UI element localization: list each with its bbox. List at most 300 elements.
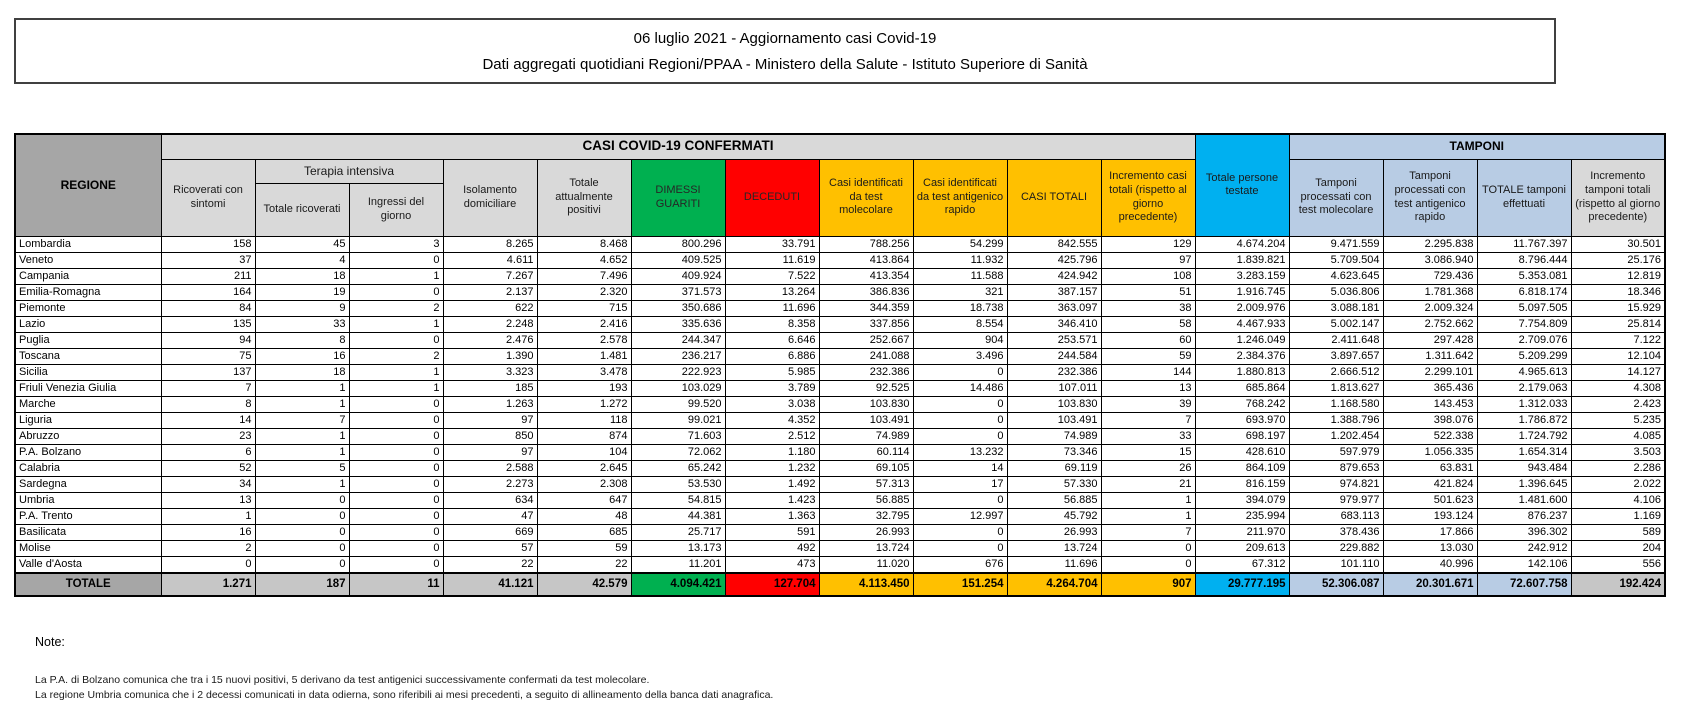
value-cell: 57 xyxy=(443,540,537,556)
value-cell: 979.977 xyxy=(1289,492,1383,508)
total-value-cell: 187 xyxy=(255,573,349,596)
value-cell: 2.273 xyxy=(443,476,537,492)
value-cell: 396.302 xyxy=(1477,524,1571,540)
column-header-casi-totali: CASI TOTALI xyxy=(1007,159,1101,236)
value-cell: 729.436 xyxy=(1383,268,1477,284)
value-cell: 676 xyxy=(913,556,1007,573)
value-cell: 850 xyxy=(443,428,537,444)
table-row xyxy=(15,492,1665,508)
value-cell: 2.009.324 xyxy=(1383,300,1477,316)
value-cell: 209.613 xyxy=(1195,540,1289,556)
value-cell: 211.970 xyxy=(1195,524,1289,540)
value-cell: 2.416 xyxy=(537,316,631,332)
region-name: Liguria xyxy=(15,412,161,428)
value-cell: 71.603 xyxy=(631,428,725,444)
value-cell: 1.263 xyxy=(443,396,537,412)
column-header-incremento-casi: Incremento casi totali (rispetto al giorno precedente) xyxy=(1101,159,1195,236)
report-title-box xyxy=(14,18,1556,84)
value-cell: 108 xyxy=(1101,268,1195,284)
table-row xyxy=(15,508,1665,524)
value-cell: 235.994 xyxy=(1195,508,1289,524)
value-cell: 11.619 xyxy=(725,252,819,268)
value-cell: 597.979 xyxy=(1289,444,1383,460)
value-cell: 321 xyxy=(913,284,1007,300)
value-cell: 1 xyxy=(349,380,443,396)
note-line: La regione Umbria comunica che i 2 decessi comunicati in data odierna, sono riferibili ai mesi precedenti, a seguito di allineamento della banca dati anagrafica. xyxy=(35,689,774,702)
value-cell: 75 xyxy=(161,348,255,364)
value-cell: 634 xyxy=(443,492,537,508)
total-value-cell: 72.607.758 xyxy=(1477,573,1571,596)
value-cell: 2.578 xyxy=(537,332,631,348)
value-cell: 1.916.745 xyxy=(1195,284,1289,300)
region-name: Campania xyxy=(15,268,161,284)
total-value-cell: 42.579 xyxy=(537,573,631,596)
value-cell: 30.501 xyxy=(1571,236,1665,252)
value-cell: 0 xyxy=(913,540,1007,556)
column-header-totale-ricoverati: Totale ricoverati xyxy=(255,183,349,236)
region-name: Abruzzo xyxy=(15,428,161,444)
value-cell: 13.030 xyxy=(1383,540,1477,556)
value-cell: 72.062 xyxy=(631,444,725,460)
value-cell: 4.467.933 xyxy=(1195,316,1289,332)
value-cell: 0 xyxy=(913,364,1007,380)
column-header-isolamento: Isolamento domiciliare xyxy=(443,159,537,236)
value-cell: 0 xyxy=(255,540,349,556)
value-cell: 7 xyxy=(1101,524,1195,540)
value-cell: 8.796.444 xyxy=(1477,252,1571,268)
region-name: Basilicata xyxy=(15,524,161,540)
value-cell: 104 xyxy=(537,444,631,460)
value-cell: 14 xyxy=(161,412,255,428)
value-cell: 51 xyxy=(1101,284,1195,300)
value-cell: 232.386 xyxy=(819,364,913,380)
value-cell: 0 xyxy=(913,428,1007,444)
value-cell: 1.880.813 xyxy=(1195,364,1289,380)
value-cell: 2 xyxy=(349,348,443,364)
value-cell: 11.696 xyxy=(725,300,819,316)
value-cell: 2.588 xyxy=(443,460,537,476)
value-cell: 9 xyxy=(255,300,349,316)
value-cell: 33 xyxy=(255,316,349,332)
region-name: Friuli Venezia Giulia xyxy=(15,380,161,396)
total-value-cell: 20.301.671 xyxy=(1383,573,1477,596)
table-row xyxy=(15,524,1665,540)
column-header-attualmente-positivi: Totale attualmente positivi xyxy=(537,159,631,236)
value-cell: 346.410 xyxy=(1007,316,1101,332)
value-cell: 34 xyxy=(161,476,255,492)
value-cell: 6.646 xyxy=(725,332,819,348)
table-row xyxy=(15,476,1665,492)
total-value-cell: 4.264.704 xyxy=(1007,573,1101,596)
value-cell: 1 xyxy=(161,508,255,524)
value-cell: 685 xyxy=(537,524,631,540)
value-cell: 698.197 xyxy=(1195,428,1289,444)
value-cell: 33.791 xyxy=(725,236,819,252)
value-cell: 425.796 xyxy=(1007,252,1101,268)
value-cell: 335.636 xyxy=(631,316,725,332)
value-cell: 103.491 xyxy=(819,412,913,428)
value-cell: 103.491 xyxy=(1007,412,1101,428)
value-cell: 15.929 xyxy=(1571,300,1665,316)
value-cell: 4.652 xyxy=(537,252,631,268)
total-value-cell: 4.113.450 xyxy=(819,573,913,596)
value-cell: 5.097.505 xyxy=(1477,300,1571,316)
value-cell: 365.436 xyxy=(1383,380,1477,396)
value-cell: 5.209.299 xyxy=(1477,348,1571,364)
value-cell: 47 xyxy=(443,508,537,524)
value-cell: 1.423 xyxy=(725,492,819,508)
value-cell: 2.423 xyxy=(1571,396,1665,412)
value-cell: 3.789 xyxy=(725,380,819,396)
value-cell: 1 xyxy=(1101,492,1195,508)
value-cell: 54.299 xyxy=(913,236,1007,252)
region-name: Emilia-Romagna xyxy=(15,284,161,300)
value-cell: 26 xyxy=(1101,460,1195,476)
value-cell: 229.882 xyxy=(1289,540,1383,556)
region-name: Toscana xyxy=(15,348,161,364)
value-cell: 13.724 xyxy=(819,540,913,556)
value-cell: 1.169 xyxy=(1571,508,1665,524)
value-cell: 2.022 xyxy=(1571,476,1665,492)
value-cell: 25.176 xyxy=(1571,252,1665,268)
value-cell: 363.097 xyxy=(1007,300,1101,316)
value-cell: 1 xyxy=(349,316,443,332)
value-cell: 143.453 xyxy=(1383,396,1477,412)
value-cell: 6.886 xyxy=(725,348,819,364)
value-cell: 7 xyxy=(255,412,349,428)
value-cell: 8 xyxy=(161,396,255,412)
value-cell: 63.831 xyxy=(1383,460,1477,476)
value-cell: 92.525 xyxy=(819,380,913,396)
value-cell: 1.168.580 xyxy=(1289,396,1383,412)
value-cell: 45.792 xyxy=(1007,508,1101,524)
group-header-terapia-intensiva: Terapia intensiva xyxy=(255,159,443,183)
value-cell: 8.468 xyxy=(537,236,631,252)
table-row xyxy=(15,284,1665,300)
region-name: Marche xyxy=(15,396,161,412)
value-cell: 74.989 xyxy=(1007,428,1101,444)
value-cell: 4.308 xyxy=(1571,380,1665,396)
value-cell: 2.179.063 xyxy=(1477,380,1571,396)
value-cell: 693.970 xyxy=(1195,412,1289,428)
region-name: Piemonte xyxy=(15,300,161,316)
value-cell: 59 xyxy=(537,540,631,556)
value-cell: 8.554 xyxy=(913,316,1007,332)
report-title-line1: 06 luglio 2021 - Aggiornamento casi Covid-19 xyxy=(633,29,937,47)
value-cell: 591 xyxy=(725,524,819,540)
value-cell: 3.496 xyxy=(913,348,1007,364)
value-cell: 13.264 xyxy=(725,284,819,300)
region-name: Sardegna xyxy=(15,476,161,492)
value-cell: 193 xyxy=(537,380,631,396)
value-cell: 2.286 xyxy=(1571,460,1665,476)
value-cell: 26.993 xyxy=(1007,524,1101,540)
value-cell: 48 xyxy=(537,508,631,524)
value-cell: 0 xyxy=(913,524,1007,540)
value-cell: 14 xyxy=(913,460,1007,476)
value-cell: 409.525 xyxy=(631,252,725,268)
value-cell: 0 xyxy=(1101,540,1195,556)
report-title-line2: Dati aggregati quotidiani Regioni/PPAA - Ministero della Salute - Istituto Superiore di Sanità xyxy=(482,55,1088,73)
column-header-ricoverati: Ricoverati con sintomi xyxy=(161,159,255,236)
value-cell: 11.932 xyxy=(913,252,1007,268)
value-cell: 38 xyxy=(1101,300,1195,316)
value-cell: 242.912 xyxy=(1477,540,1571,556)
value-cell: 421.824 xyxy=(1383,476,1477,492)
value-cell: 97 xyxy=(1101,252,1195,268)
column-header-ingressi-giorno: Ingressi del giorno xyxy=(349,183,443,236)
value-cell: 788.256 xyxy=(819,236,913,252)
value-cell: 398.076 xyxy=(1383,412,1477,428)
value-cell: 5.235 xyxy=(1571,412,1665,428)
value-cell: 2.512 xyxy=(725,428,819,444)
table-row xyxy=(15,364,1665,380)
value-cell: 413.864 xyxy=(819,252,913,268)
value-cell: 1.390 xyxy=(443,348,537,364)
region-name: Umbria xyxy=(15,492,161,508)
value-cell: 69.119 xyxy=(1007,460,1101,476)
value-cell: 18.346 xyxy=(1571,284,1665,300)
value-cell: 378.436 xyxy=(1289,524,1383,540)
value-cell: 13.173 xyxy=(631,540,725,556)
value-cell: 0 xyxy=(349,428,443,444)
value-cell: 0 xyxy=(913,492,1007,508)
value-cell: 5.036.806 xyxy=(1289,284,1383,300)
value-cell: 0 xyxy=(349,556,443,573)
value-cell: 2 xyxy=(349,300,443,316)
value-cell: 107.011 xyxy=(1007,380,1101,396)
value-cell: 33 xyxy=(1101,428,1195,444)
value-cell: 1.396.645 xyxy=(1477,476,1571,492)
value-cell: 142.106 xyxy=(1477,556,1571,573)
value-cell: 12.104 xyxy=(1571,348,1665,364)
value-cell: 2.476 xyxy=(443,332,537,348)
value-cell: 556 xyxy=(1571,556,1665,573)
value-cell: 2.009.976 xyxy=(1195,300,1289,316)
value-cell: 236.217 xyxy=(631,348,725,364)
value-cell: 8.265 xyxy=(443,236,537,252)
notes-section xyxy=(35,635,1686,705)
table-row xyxy=(15,556,1665,573)
value-cell: 0 xyxy=(1101,556,1195,573)
value-cell: 2.709.076 xyxy=(1477,332,1571,348)
value-cell: 13.724 xyxy=(1007,540,1101,556)
value-cell: 3.897.657 xyxy=(1289,348,1383,364)
region-name: Lazio xyxy=(15,316,161,332)
table-row xyxy=(15,332,1665,348)
value-cell: 3.088.181 xyxy=(1289,300,1383,316)
total-value-cell: 4.094.421 xyxy=(631,573,725,596)
value-cell: 413.354 xyxy=(819,268,913,284)
value-cell: 800.296 xyxy=(631,236,725,252)
value-cell: 52 xyxy=(161,460,255,476)
value-cell: 54.815 xyxy=(631,492,725,508)
value-cell: 1 xyxy=(349,364,443,380)
value-cell: 1 xyxy=(255,428,349,444)
value-cell: 386.836 xyxy=(819,284,913,300)
value-cell: 683.113 xyxy=(1289,508,1383,524)
value-cell: 1.312.033 xyxy=(1477,396,1571,412)
value-cell: 409.924 xyxy=(631,268,725,284)
value-cell: 7.267 xyxy=(443,268,537,284)
value-cell: 0 xyxy=(255,524,349,540)
value-cell: 222.923 xyxy=(631,364,725,380)
value-cell: 23 xyxy=(161,428,255,444)
value-cell: 350.686 xyxy=(631,300,725,316)
value-cell: 473 xyxy=(725,556,819,573)
table-row xyxy=(15,348,1665,364)
value-cell: 2.645 xyxy=(537,460,631,476)
value-cell: 56.885 xyxy=(1007,492,1101,508)
value-cell: 17 xyxy=(913,476,1007,492)
value-cell: 97 xyxy=(443,412,537,428)
value-cell: 879.653 xyxy=(1289,460,1383,476)
value-cell: 424.942 xyxy=(1007,268,1101,284)
value-cell: 1.180 xyxy=(725,444,819,460)
total-value-cell: 127.704 xyxy=(725,573,819,596)
value-cell: 1 xyxy=(255,444,349,460)
total-value-cell: 151.254 xyxy=(913,573,1007,596)
value-cell: 18 xyxy=(255,364,349,380)
value-cell: 1 xyxy=(255,396,349,412)
value-cell: 253.571 xyxy=(1007,332,1101,348)
column-header-dimessi-guariti: DIMESSI GUARITI xyxy=(631,159,725,236)
value-cell: 768.242 xyxy=(1195,396,1289,412)
value-cell: 1.813.627 xyxy=(1289,380,1383,396)
value-cell: 58 xyxy=(1101,316,1195,332)
value-cell: 816.159 xyxy=(1195,476,1289,492)
value-cell: 5 xyxy=(255,460,349,476)
column-header-incremento-tamponi: Incremento tamponi totali (rispetto al giorno precedente) xyxy=(1571,159,1665,236)
total-label: TOTALE xyxy=(15,573,161,596)
value-cell: 12.819 xyxy=(1571,268,1665,284)
value-cell: 1.272 xyxy=(537,396,631,412)
value-cell: 4.623.645 xyxy=(1289,268,1383,284)
total-value-cell: 192.424 xyxy=(1571,573,1665,596)
value-cell: 0 xyxy=(349,396,443,412)
value-cell: 244.584 xyxy=(1007,348,1101,364)
value-cell: 7.122 xyxy=(1571,332,1665,348)
value-cell: 129 xyxy=(1101,236,1195,252)
table-row xyxy=(15,236,1665,252)
table-row xyxy=(15,460,1665,476)
total-value-cell: 1.271 xyxy=(161,573,255,596)
value-cell: 1.481.600 xyxy=(1477,492,1571,508)
value-cell: 103.029 xyxy=(631,380,725,396)
value-cell: 1.781.368 xyxy=(1383,284,1477,300)
value-cell: 65.242 xyxy=(631,460,725,476)
value-cell: 11.201 xyxy=(631,556,725,573)
value-cell: 2.299.101 xyxy=(1383,364,1477,380)
value-cell: 0 xyxy=(349,412,443,428)
value-cell: 44.381 xyxy=(631,508,725,524)
value-cell: 45 xyxy=(255,236,349,252)
value-cell: 84 xyxy=(161,300,255,316)
value-cell: 3 xyxy=(349,236,443,252)
table-row xyxy=(15,316,1665,332)
value-cell: 0 xyxy=(349,332,443,348)
value-cell: 1.786.872 xyxy=(1477,412,1571,428)
region-name: Puglia xyxy=(15,332,161,348)
value-cell: 11.588 xyxy=(913,268,1007,284)
value-cell: 492 xyxy=(725,540,819,556)
value-cell: 0 xyxy=(349,524,443,540)
covid-data-table xyxy=(14,133,1666,597)
column-header-casi-molecolare: Casi identificati da test molecolare xyxy=(819,159,913,236)
value-cell: 135 xyxy=(161,316,255,332)
total-value-cell: 52.306.087 xyxy=(1289,573,1383,596)
value-cell: 19 xyxy=(255,284,349,300)
value-cell: 94 xyxy=(161,332,255,348)
value-cell: 22 xyxy=(443,556,537,573)
value-cell: 69.105 xyxy=(819,460,913,476)
value-cell: 4.106 xyxy=(1571,492,1665,508)
value-cell: 4.965.613 xyxy=(1477,364,1571,380)
value-cell: 17.866 xyxy=(1383,524,1477,540)
value-cell: 1.056.335 xyxy=(1383,444,1477,460)
value-cell: 2.752.662 xyxy=(1383,316,1477,332)
value-cell: 99.021 xyxy=(631,412,725,428)
value-cell: 0 xyxy=(349,460,443,476)
table-row xyxy=(15,268,1665,284)
value-cell: 4 xyxy=(255,252,349,268)
value-cell: 56.885 xyxy=(819,492,913,508)
value-cell: 118 xyxy=(537,412,631,428)
value-cell: 14.127 xyxy=(1571,364,1665,380)
value-cell: 0 xyxy=(349,444,443,460)
value-cell: 1 xyxy=(255,380,349,396)
value-cell: 103.830 xyxy=(819,396,913,412)
value-cell: 669 xyxy=(443,524,537,540)
value-cell: 16 xyxy=(161,524,255,540)
value-cell: 1 xyxy=(349,268,443,284)
value-cell: 164 xyxy=(161,284,255,300)
value-cell: 371.573 xyxy=(631,284,725,300)
value-cell: 904 xyxy=(913,332,1007,348)
value-cell: 3.283.159 xyxy=(1195,268,1289,284)
value-cell: 501.623 xyxy=(1383,492,1477,508)
value-cell: 842.555 xyxy=(1007,236,1101,252)
region-name: Valle d'Aosta xyxy=(15,556,161,573)
value-cell: 59 xyxy=(1101,348,1195,364)
value-cell: 99.520 xyxy=(631,396,725,412)
value-cell: 21 xyxy=(1101,476,1195,492)
value-cell: 5.709.504 xyxy=(1289,252,1383,268)
value-cell: 0 xyxy=(161,556,255,573)
value-cell: 4.085 xyxy=(1571,428,1665,444)
value-cell: 11.020 xyxy=(819,556,913,573)
region-name: P.A. Bolzano xyxy=(15,444,161,460)
value-cell: 1.492 xyxy=(725,476,819,492)
value-cell: 7.754.809 xyxy=(1477,316,1571,332)
value-cell: 15 xyxy=(1101,444,1195,460)
value-cell: 297.428 xyxy=(1383,332,1477,348)
value-cell: 2 xyxy=(161,540,255,556)
column-header-totale-tamponi: TOTALE tamponi effettuati xyxy=(1477,159,1571,236)
table-row xyxy=(15,380,1665,396)
group-header-casi-confermati: CASI COVID-19 CONFERMATI xyxy=(161,134,1195,159)
region-name: P.A. Trento xyxy=(15,508,161,524)
value-cell: 73.346 xyxy=(1007,444,1101,460)
value-cell: 25.717 xyxy=(631,524,725,540)
value-cell: 13 xyxy=(1101,380,1195,396)
value-cell: 1.363 xyxy=(725,508,819,524)
value-cell: 57.313 xyxy=(819,476,913,492)
value-cell: 1.388.796 xyxy=(1289,412,1383,428)
total-value-cell: 29.777.195 xyxy=(1195,573,1289,596)
region-name: Sicilia xyxy=(15,364,161,380)
column-header-persone-testate: Totale persone testate xyxy=(1195,134,1289,236)
